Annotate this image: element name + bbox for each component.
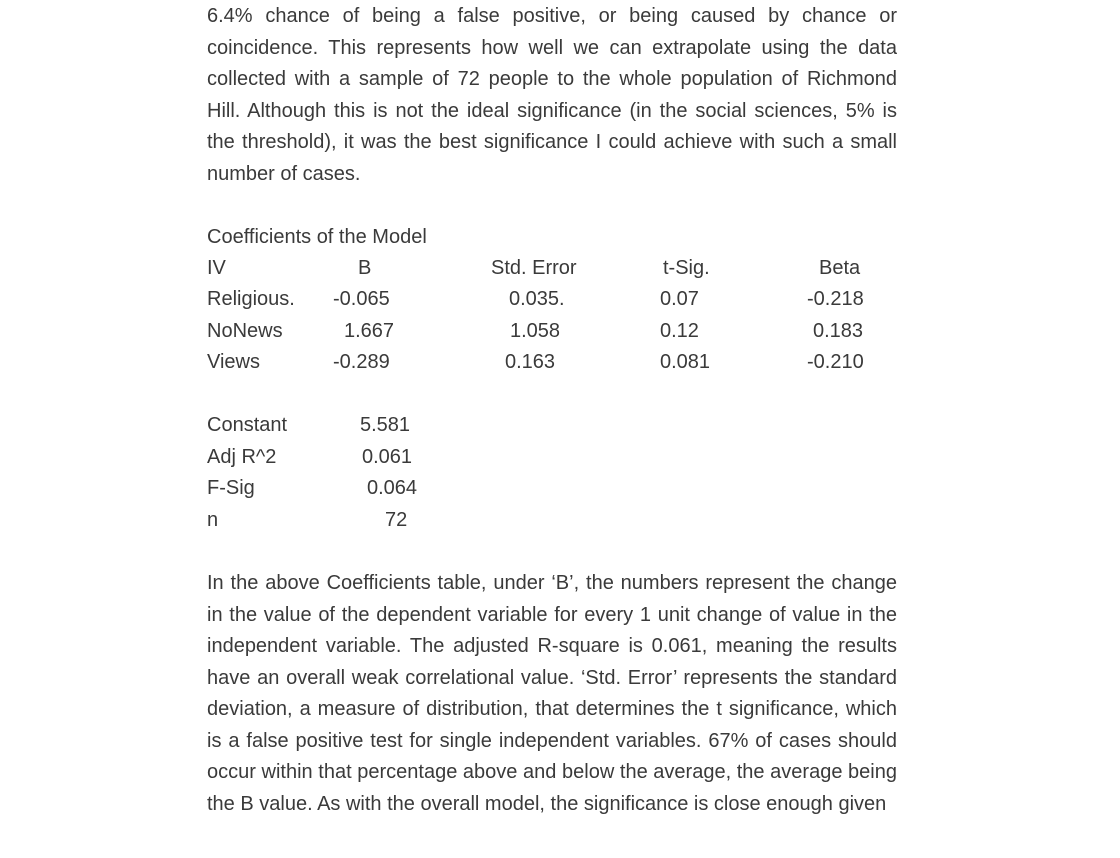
header-std-error: Std. Error <box>491 257 577 279</box>
model-stat-row <box>207 442 897 474</box>
cell-iv: NoNews <box>207 320 283 342</box>
stat-value: 0.064 <box>367 477 418 499</box>
header-iv: IV <box>207 257 226 279</box>
cell-iv: Views <box>207 351 260 373</box>
cell-b: -0.065 <box>333 288 390 310</box>
cell-b: -0.289 <box>333 351 390 373</box>
table-header-row <box>207 253 897 285</box>
paragraph-significance: 6.4% chance of being a false positive, or being caused by chance or coincidence. This represents how well we can extrapolate using the data collected with a sample of 72 people to the whole population of Richmond Hill. Although this is not the ideal significance (in the social sciences, 5% is the threshold), it was the best significance I could achieve with such a small number of cases. <box>207 5 897 185</box>
cell-std-error: 0.163 <box>505 351 556 373</box>
stat-label: F-Sig <box>207 477 255 499</box>
header-b: B <box>358 257 372 279</box>
table-row <box>207 284 897 316</box>
cell-t-sig: 0.12 <box>660 320 699 342</box>
cell-std-error: 1.058 <box>510 320 561 342</box>
cell-iv: Religious. <box>207 288 295 310</box>
cell-b: 1.667 <box>344 320 395 342</box>
model-stat-row <box>207 473 897 505</box>
cell-t-sig: 0.07 <box>660 288 699 310</box>
header-t-sig: t-Sig. <box>663 257 710 279</box>
table-row <box>207 316 897 348</box>
table-title: Coefficients of the Model <box>207 226 427 248</box>
stat-value: 5.581 <box>360 414 411 436</box>
table-row <box>207 347 897 379</box>
model-stat-row <box>207 505 897 537</box>
stat-label: Constant <box>207 414 288 436</box>
cell-beta: 0.183 <box>813 320 864 342</box>
header-beta: Beta <box>819 257 861 279</box>
stat-value: 72 <box>385 509 408 531</box>
stat-value: 0.061 <box>362 446 413 468</box>
stat-label: Adj R^2 <box>207 446 277 468</box>
cell-t-sig: 0.081 <box>660 351 711 373</box>
paragraph-coefficients-explanation: In the above Coefficients table, under ‘B’, the numbers represent the change in the value of the dependent variable for every 1 unit change of value in the independent variable. The adjusted R-square is 0.061, meaning the results have an overall weak correlational value. ‘Std. Error’ represents the standard deviation, a measure of distribution, that determines the t significance, which is a false positive test for single independent variables. 67% of cases should occur within that percentage above and below the average, the average being the B value. As with the overall model, the significance is close enough given <box>207 572 897 815</box>
cell-beta: -0.218 <box>807 288 864 310</box>
cell-std-error: 0.035. <box>509 288 565 310</box>
cell-beta: -0.210 <box>807 351 864 373</box>
stat-label: n <box>207 509 219 531</box>
model-stat-row <box>207 410 897 442</box>
